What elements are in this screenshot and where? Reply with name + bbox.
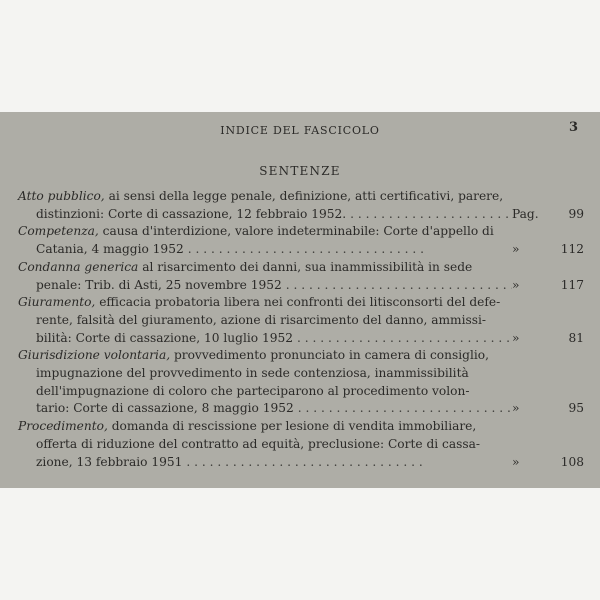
entry-topic: Competenza,	[18, 224, 99, 239]
entry-line	[18, 223, 584, 241]
index-entry	[18, 188, 584, 223]
leader-dots	[293, 330, 512, 348]
index-entry	[18, 294, 584, 347]
page-prefix: »	[512, 454, 520, 469]
entry-line	[18, 454, 584, 472]
section-title: SENTENZE	[259, 164, 341, 178]
page-prefix: »	[512, 242, 520, 257]
index-entry	[18, 259, 584, 294]
entry-topic: Condanna generica	[18, 259, 139, 274]
entry-text: rente, falsità del giuramento, azione di risarcimento del danno, ammissi-	[36, 312, 487, 327]
entry-text: dell'impugnazione di coloro che parteciparono al procedimento volon-	[36, 383, 470, 398]
page-prefix: »	[512, 401, 520, 416]
index-page	[0, 112, 600, 488]
entry-text: impugnazione del provvedimento in sede contenziosa, inammissibilità	[36, 366, 469, 381]
page-prefix: »	[512, 277, 520, 292]
entry-text: al risarcimento dei danni, sua inammissibilità in sede	[142, 259, 473, 274]
entry-line	[18, 418, 584, 436]
leader-dots	[182, 454, 512, 472]
entry-page-number: 117	[560, 277, 584, 292]
entry-line	[18, 330, 584, 348]
entry-line	[18, 383, 584, 401]
index-entry	[18, 418, 584, 471]
entry-line	[18, 365, 584, 383]
entry-line	[18, 188, 584, 206]
leader-dots	[184, 241, 512, 259]
leader-dots	[346, 206, 512, 224]
entries-list	[18, 188, 584, 471]
entry-line	[18, 436, 584, 454]
entry-line	[18, 259, 584, 277]
entry-line	[18, 277, 584, 295]
page-prefix: Pag.	[512, 206, 539, 221]
entry-line	[18, 206, 584, 224]
entry-topic: Giuramento,	[18, 295, 96, 310]
entry-text: provvedimento pronunciato in camera di consiglio,	[173, 348, 489, 363]
entry-line	[18, 347, 584, 365]
index-entry	[18, 223, 584, 258]
page-prefix: »	[512, 330, 520, 345]
page-header-title: INDICE DEL FASCICOLO	[220, 124, 380, 137]
entry-page-number: 99	[568, 206, 584, 221]
entry-page-number: 108	[560, 454, 584, 469]
entry-line	[18, 400, 584, 418]
entry-page-number: 81	[568, 330, 584, 345]
entry-text: ai sensi della legge penale, definizione, atti certificativi, parere,	[108, 189, 504, 203]
entry-text: offerta di riduzione del contratto ad equità, preclusione: Corte di cassa-	[36, 436, 480, 451]
entry-topic: Atto pubblico,	[18, 189, 105, 203]
entry-text: Catania, 4 maggio 1952	[36, 242, 184, 257]
entry-line	[18, 241, 584, 259]
entry-text: efficacia probatoria libera nei confronti dei litisconsorti del defe-	[99, 295, 501, 310]
entry-text: bilità: Corte di cassazione, 10 luglio 1952	[36, 330, 293, 345]
entry-text: causa d'interdizione, valore indeterminabile: Corte d'appello di	[102, 224, 494, 239]
index-entry	[18, 347, 584, 418]
leader-dots	[294, 400, 512, 418]
entry-topic: Giurisdizione volontaria,	[18, 348, 171, 363]
entry-page-number: 95	[568, 401, 584, 416]
entry-text: tario: Corte di cassazione, 8 maggio 1952	[36, 401, 294, 416]
entry-page-number: 112	[560, 242, 584, 257]
leader-dots	[282, 277, 512, 295]
entry-text: distinzioni: Corte di cassazione, 12 febbraio 1952.	[36, 206, 347, 221]
entry-text: penale: Trib. di Asti, 25 novembre 1952	[36, 277, 282, 292]
entry-topic: Procedimento,	[18, 419, 108, 434]
entry-text: zione, 13 febbraio 1951	[36, 454, 183, 469]
entry-line	[18, 312, 584, 330]
entry-line	[18, 294, 584, 312]
page-number: 3	[568, 120, 578, 135]
entry-text: domanda di rescissione per lesione di vendita immobiliare,	[111, 419, 477, 434]
